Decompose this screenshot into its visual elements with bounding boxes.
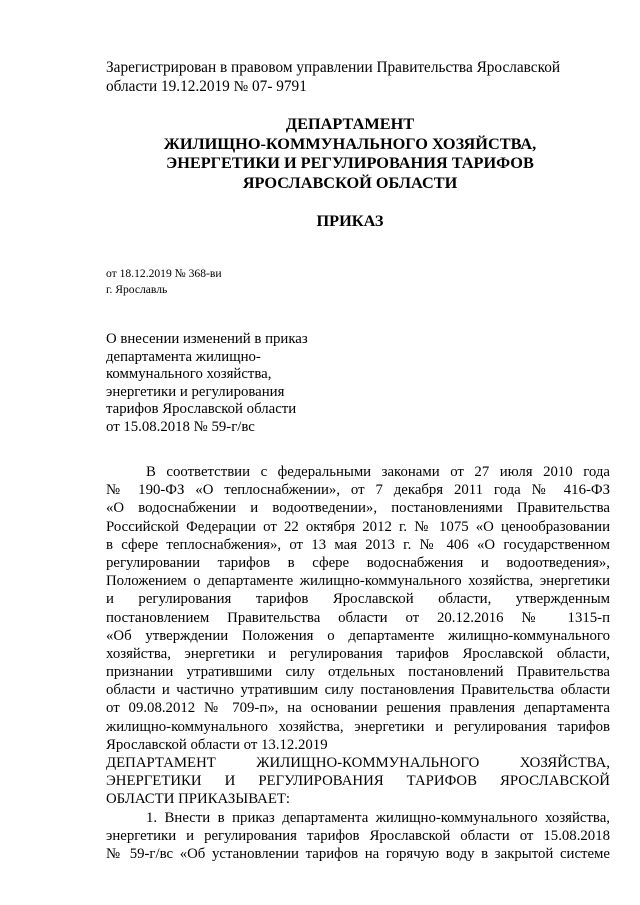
body-line: жилищно-коммунального хозяйства, энергетики и регулирования тарифов — [106, 718, 610, 735]
body-line: Положением о департаменте жилищно-коммунального хозяйства, энергетики — [106, 573, 610, 590]
body-line: и регулирования тарифов Ярославской области, утвержденным — [106, 591, 610, 608]
decree-line: ЭНЕРГЕТИКИ И РЕГУЛИРОВАНИЯ ТАРИФОВ ЯРОСЛАВСКОЙ — [106, 773, 610, 790]
body-line: Ярославской области от 13.12.2019 — [106, 736, 328, 753]
body-line: области и частично утратившим силу постановления Правительства области — [106, 682, 610, 699]
clause-line: 1. Внести в приказ департамента жилищно-коммунального хозяйства, — [146, 809, 610, 826]
order-date-number: от 18.12.2019 № 368-ви — [106, 267, 222, 280]
department-header — [90, 114, 610, 193]
clause-line: № 59-г/вс «Об установлении тарифов на горячую воду в закрытой системе — [106, 845, 610, 862]
subject-line: коммунального хозяйства, — [106, 366, 272, 382]
registration-note — [106, 58, 598, 96]
subject-line: О внесении изменений в приказ — [106, 331, 308, 347]
subject-line: тарифов Ярославской области — [106, 401, 297, 417]
order-title: ПРИКАЗ — [316, 211, 384, 230]
department-line: ЖИЛИЩНО-КОММУНАЛЬНОГО ХОЗЯЙСТВА, — [163, 133, 537, 153]
body-line: «Об утверждении Положения о департаменте жилищно-коммунального — [106, 627, 610, 644]
decree-line: ОБЛАСТИ ПРИКАЗЫВАЕТ: — [106, 791, 291, 808]
decree-line: ДЕПАРТАМЕНТ ЖИЛИЩНО-КОММУНАЛЬНОГО ХОЗЯЙСТВА, — [106, 755, 610, 771]
subject-line: от 15.08.2018 № 59-г/вс — [106, 418, 255, 435]
order-body — [106, 463, 610, 863]
registration-line: области 19.12.2019 № 07- 9791 — [106, 78, 307, 95]
body-line: В соответствии с федеральными законами от 27 июля 2010 года — [146, 464, 610, 480]
body-line: регулировании тарифов в сфере водоснабжения и водоотведения», — [106, 554, 610, 571]
body-line: от 09.08.2012 № 709-п», на основании решения правления департамента — [106, 700, 610, 717]
department-line: ЭНЕРГЕТИКИ И РЕГУЛИРОВАНИЯ ТАРИФОВ — [166, 153, 534, 173]
subject-line: энергетики и регулирования — [106, 383, 285, 400]
registration-line: Зарегистрирован в правовом управлении Правительства Ярославской — [106, 59, 561, 76]
body-line: Российской Федерации от 22 октября 2012 г. № 1075 «О ценообразовании — [106, 518, 610, 535]
department-line: ДЕПАРТАМЕНТ — [285, 114, 415, 133]
body-line: признании утратившими силу отдельных постановлений Правительства — [106, 664, 610, 681]
body-line: в сфере теплоснабжения», от 13 мая 2013 г. № 406 «О государственном — [106, 536, 610, 553]
order-subject — [106, 331, 326, 436]
body-line: хозяйства, энергетики и регулирования тарифов Ярославской области, — [106, 645, 610, 662]
body-line: постановлением Правительства области от 20.12.2016 № 1315-п — [106, 609, 610, 626]
order-city: г. Ярославль — [106, 283, 168, 296]
body-line: № 190-ФЗ «О теплоснабжении», от 7 декабря 2011 года № 416-ФЗ — [106, 482, 610, 499]
department-line: ЯРОСЛАВСКОЙ ОБЛАСТИ — [242, 173, 458, 193]
clause-line: энергетики и регулирования тарифов Ярославской области от 15.08.2018 — [106, 827, 610, 844]
subject-line: департамента жилищно- — [106, 348, 261, 365]
order-meta — [106, 266, 406, 298]
body-line: «О водоснабжении и водоотведении», постановлениями Правительства — [106, 500, 610, 517]
